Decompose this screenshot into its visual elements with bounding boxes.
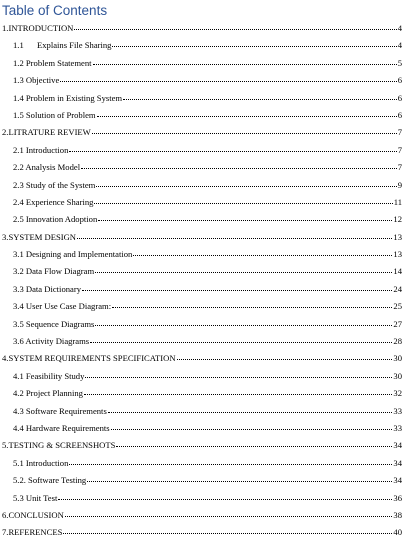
toc-entry-text bbox=[13, 316, 94, 333]
toc-entry[interactable] bbox=[2, 420, 402, 437]
dot-leader bbox=[96, 178, 396, 188]
toc-entry-page-number: 7 bbox=[397, 127, 402, 138]
dot-leader bbox=[69, 456, 392, 466]
toc-entry[interactable] bbox=[2, 490, 402, 507]
toc-entry-text bbox=[13, 263, 94, 280]
toc-entry-page-number: 27 bbox=[393, 318, 402, 329]
toc-entry[interactable] bbox=[2, 72, 402, 89]
dot-leader bbox=[60, 73, 396, 83]
toc-entry-text bbox=[2, 524, 62, 541]
toc-entry[interactable] bbox=[2, 507, 402, 524]
toc-entry-text bbox=[13, 403, 107, 420]
toc-entry-text bbox=[2, 507, 64, 524]
toc-entry-label: 4.3 Software Requirements bbox=[13, 405, 107, 416]
toc-entry-text bbox=[13, 420, 110, 437]
toc-entry-page-number: 6 bbox=[397, 75, 402, 86]
toc-entry-label: 3.6 Activity Diagrams bbox=[13, 336, 90, 347]
toc-entry[interactable] bbox=[2, 194, 402, 211]
dot-leader bbox=[58, 491, 392, 501]
toc-entry-page-number: 28 bbox=[393, 336, 402, 347]
toc-entry[interactable] bbox=[2, 177, 402, 194]
toc-entry-page-number: 24 bbox=[393, 283, 402, 294]
toc-entry-text bbox=[13, 194, 93, 211]
toc-entry[interactable] bbox=[2, 455, 402, 472]
toc-entry-label: 2.3 Study of the System bbox=[13, 179, 96, 190]
toc-entry[interactable] bbox=[2, 316, 402, 333]
dot-leader bbox=[111, 421, 393, 431]
toc-entry[interactable] bbox=[2, 263, 402, 280]
toc-entry-page-number: 32 bbox=[393, 388, 402, 399]
toc-entry-label: 6.CONCLUSION bbox=[2, 509, 64, 520]
toc-entry-label: Explains File Sharing bbox=[37, 40, 112, 51]
toc-entry[interactable] bbox=[2, 124, 402, 141]
toc-entry-page-number: 11 bbox=[393, 196, 402, 207]
dot-leader bbox=[133, 247, 392, 257]
toc-entry[interactable] bbox=[2, 385, 402, 402]
toc-entry[interactable] bbox=[2, 246, 402, 263]
toc-entry[interactable] bbox=[2, 524, 402, 541]
toc-entry[interactable] bbox=[2, 350, 402, 367]
toc-entry-page-number: 12 bbox=[393, 214, 402, 225]
toc-entry-page-number: 14 bbox=[393, 266, 402, 277]
toc-entry-label: 1.3 Objective bbox=[13, 75, 60, 86]
toc-entry-page-number: 9 bbox=[397, 179, 402, 190]
toc-entry[interactable] bbox=[2, 229, 402, 246]
toc-entry-text bbox=[13, 368, 84, 385]
toc-entry-label: 7.REFERENCES bbox=[2, 527, 63, 538]
dot-leader bbox=[108, 404, 393, 414]
toc-entry-label: 3.2 Data Flow Diagram bbox=[13, 266, 95, 277]
toc-entry-label: 2.5 Innovation Adoption bbox=[13, 214, 98, 225]
dot-leader bbox=[112, 299, 392, 309]
toc-entry-text bbox=[2, 124, 91, 141]
dot-leader bbox=[95, 264, 392, 274]
toc-entry-page-number: 40 bbox=[393, 527, 402, 538]
dot-leader bbox=[81, 160, 397, 170]
dot-leader bbox=[69, 143, 396, 153]
toc-entry-text bbox=[13, 142, 68, 159]
toc-entry-label: 3.3 Data Dictionary bbox=[13, 283, 82, 294]
dot-leader bbox=[74, 21, 396, 31]
toc-entry-page-number: 36 bbox=[393, 492, 402, 503]
toc-entry-text bbox=[2, 350, 176, 367]
dot-leader bbox=[95, 317, 392, 327]
dot-leader bbox=[63, 525, 392, 535]
dot-leader bbox=[116, 438, 392, 448]
toc-entry-page-number: 34 bbox=[393, 440, 402, 451]
dot-leader bbox=[87, 473, 392, 483]
toc-entry-label: 1.INTRODUCTION bbox=[2, 23, 74, 33]
toc-entry[interactable] bbox=[2, 20, 402, 37]
toc-list bbox=[2, 20, 402, 542]
toc-entry-label: 3.SYSTEM DESIGN bbox=[2, 231, 77, 242]
toc-entry-page-number: 13 bbox=[393, 249, 402, 260]
toc-entry-page-number: 6 bbox=[397, 92, 402, 103]
toc-entry-page-number: 34 bbox=[393, 475, 402, 486]
dot-leader bbox=[77, 230, 392, 240]
toc-entry-text bbox=[13, 90, 122, 107]
toc-entry[interactable] bbox=[2, 368, 402, 385]
toc-entry-label: 4.4 Hardware Requirements bbox=[13, 422, 110, 433]
toc-entry-label: 1.4 Problem in Existing System bbox=[13, 92, 123, 103]
dot-leader bbox=[94, 195, 392, 205]
toc-entry[interactable] bbox=[2, 90, 402, 107]
toc-entry-page-number: 30 bbox=[393, 353, 402, 364]
dot-leader bbox=[90, 334, 392, 344]
toc-entry-text bbox=[13, 455, 68, 472]
toc-entry-text bbox=[2, 20, 73, 37]
toc-entry-text bbox=[13, 333, 89, 350]
toc-entry-page-number: 33 bbox=[393, 405, 402, 416]
toc-entry-text bbox=[2, 229, 76, 246]
toc-entry-label: 4.2 Project Planning bbox=[13, 388, 83, 399]
toc-entry-text bbox=[13, 177, 95, 194]
toc-entry[interactable] bbox=[2, 142, 402, 159]
dot-leader bbox=[97, 108, 397, 118]
toc-entry-page-number: 6 bbox=[397, 109, 402, 120]
toc-entry-page-number: 7 bbox=[397, 162, 402, 173]
toc-entry-page-number: 34 bbox=[393, 457, 402, 468]
dot-leader bbox=[112, 38, 396, 48]
toc-entry[interactable] bbox=[2, 333, 402, 350]
toc-entry-label: 3.1 Designing and Implementation bbox=[13, 249, 133, 260]
toc-entry[interactable] bbox=[2, 437, 402, 454]
toc-entry-text bbox=[13, 385, 83, 402]
toc-entry-text bbox=[13, 281, 81, 298]
dot-leader bbox=[82, 282, 392, 292]
toc-entry-text bbox=[13, 55, 92, 72]
toc-entry[interactable] bbox=[2, 472, 402, 489]
toc-entry[interactable] bbox=[2, 107, 402, 124]
toc-entry-label: 5.1 Introduction bbox=[13, 457, 69, 468]
toc-entry-label: 5.2. Software Testing bbox=[13, 475, 87, 486]
toc-entry-label: 1.5 Solution of Problem bbox=[13, 109, 96, 120]
toc-entry-text bbox=[13, 246, 132, 263]
toc-entry-text bbox=[13, 107, 96, 124]
toc-entry[interactable] bbox=[2, 55, 402, 72]
dot-leader bbox=[98, 212, 392, 222]
dot-leader bbox=[177, 351, 393, 361]
toc-entry[interactable] bbox=[2, 37, 402, 54]
toc-entry-page-number: 13 bbox=[393, 231, 402, 242]
toc-entry-text bbox=[13, 472, 86, 489]
toc-entry[interactable] bbox=[2, 211, 402, 228]
toc-entry-number: 1.1 bbox=[13, 40, 24, 51]
toc-entry-text bbox=[13, 37, 111, 54]
toc-entry-text bbox=[13, 211, 97, 228]
toc-entry-label: 3.5 Sequence Diagrams bbox=[13, 318, 95, 329]
toc-entry-label: 4.SYSTEM REQUIREMENTS SPECIFICATION bbox=[2, 353, 176, 364]
toc-entry-page-number: 33 bbox=[393, 422, 402, 433]
toc-entry[interactable] bbox=[2, 281, 402, 298]
toc-entry[interactable] bbox=[2, 403, 402, 420]
dot-leader bbox=[65, 508, 393, 518]
toc-entry-text bbox=[13, 72, 59, 89]
toc-entry-label: 2.4 Experience Sharing bbox=[13, 196, 94, 207]
toc-entry-label: 5.3 Unit Test bbox=[13, 492, 58, 503]
toc-entry-label: 5.TESTING & SCREENSHOTS bbox=[2, 440, 116, 451]
toc-title: Table of Contents bbox=[2, 3, 108, 18]
toc-entry-text bbox=[13, 298, 111, 315]
dot-leader bbox=[85, 369, 392, 379]
dot-leader bbox=[84, 386, 392, 396]
dot-leader bbox=[123, 91, 397, 101]
dot-leader bbox=[93, 56, 397, 66]
toc-entry-page-number: 4 bbox=[397, 40, 402, 51]
toc-entry[interactable] bbox=[2, 159, 402, 176]
toc-entry-page-number: 30 bbox=[393, 370, 402, 381]
toc-entry-label: 3.4 User Use Case Diagram: bbox=[13, 301, 112, 312]
toc-entry-label: 4.1 Feasibility Study bbox=[13, 370, 85, 381]
toc-entry[interactable] bbox=[2, 298, 402, 315]
toc-entry-page-number: 4 bbox=[397, 23, 402, 33]
toc-entry-label: 2.1 Introduction bbox=[13, 144, 69, 155]
dot-leader bbox=[92, 125, 397, 135]
toc-entry-page-number: 25 bbox=[393, 301, 402, 312]
toc-entry-page-number: 7 bbox=[397, 144, 402, 155]
toc-entry-page-number: 5 bbox=[397, 57, 402, 68]
toc-entry-label: 1.2 Problem Statement bbox=[13, 57, 92, 68]
toc-entry-page-number: 38 bbox=[393, 509, 402, 520]
toc-entry-text bbox=[2, 437, 115, 454]
toc-entry-text bbox=[13, 159, 80, 176]
toc-entry-text bbox=[13, 490, 57, 507]
toc-entry-label: 2.LITRATURE REVIEW bbox=[2, 127, 91, 138]
toc-entry-label: 2.2 Analysis Model bbox=[13, 162, 81, 173]
